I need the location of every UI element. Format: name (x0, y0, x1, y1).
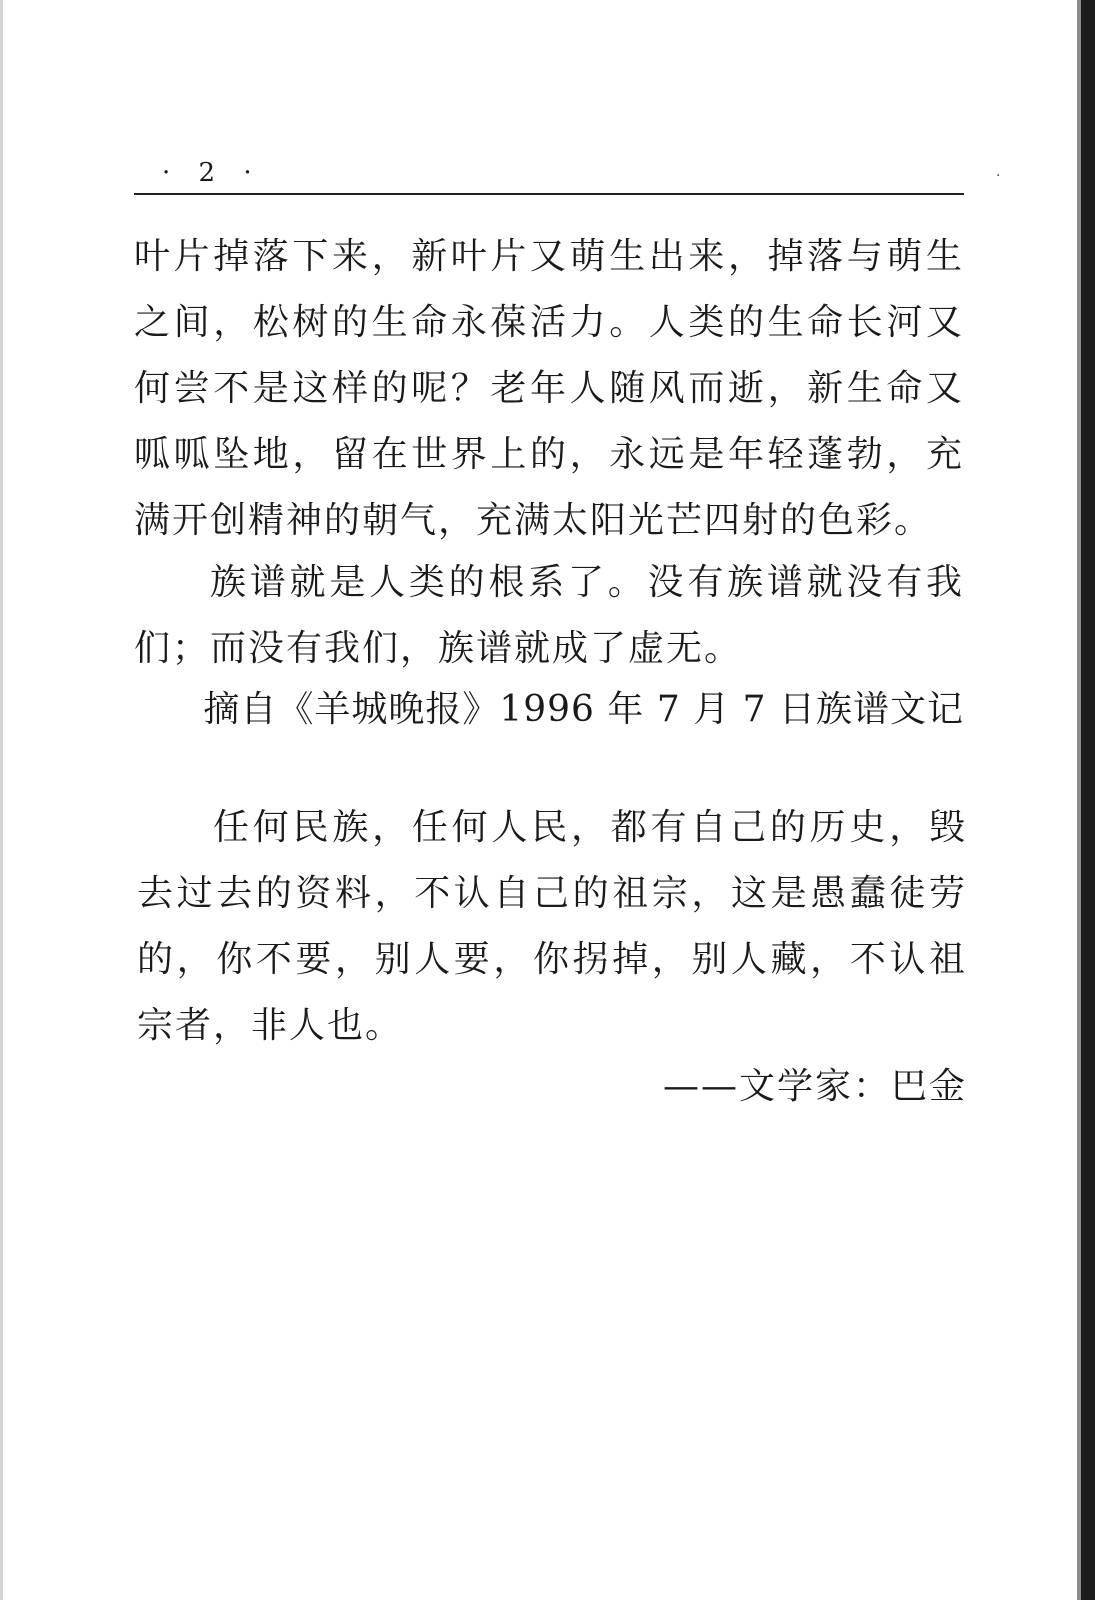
scan-edge-left (0, 0, 3, 1600)
page-header (134, 158, 964, 194)
header-rule (134, 193, 964, 195)
page-number: · 2 · (162, 158, 262, 188)
quote-paragraph: 任何民族，任何人民，都有自己的历史，毁去过去的资料，不认自己的祖宗，这是愚蠢徒劳的，你不要，别人要，你拐掉，别人藏，不认祖宗者，非人也。 (137, 807, 967, 1046)
quote-attribution: ——文学家：巴金 (662, 1066, 967, 1107)
paragraph-genealogy-root: 族谱就是人类的根系了。没有族谱就没有我们；而没有我们，族谱就成了虚无。 (134, 562, 964, 669)
scan-speck: · (996, 168, 1001, 184)
paragraph-pine-tree: 叶片掉落下来，新叶片又萌生出来，掉落与萌生之间，松树的生命永葆活力。人类的生命长河又何尝不是这样的呢？老年人随风而逝，新生命又呱呱坠地，留在世界上的，永远是年轻蓬勃，充满开创精神的朝气，充满太阳光芒四射的色彩。 (134, 236, 964, 541)
scan-edge-right (1081, 0, 1095, 1600)
source-citation: 摘自《羊城晚报》1996 年 7 月 7 日族谱文记 (203, 689, 964, 730)
